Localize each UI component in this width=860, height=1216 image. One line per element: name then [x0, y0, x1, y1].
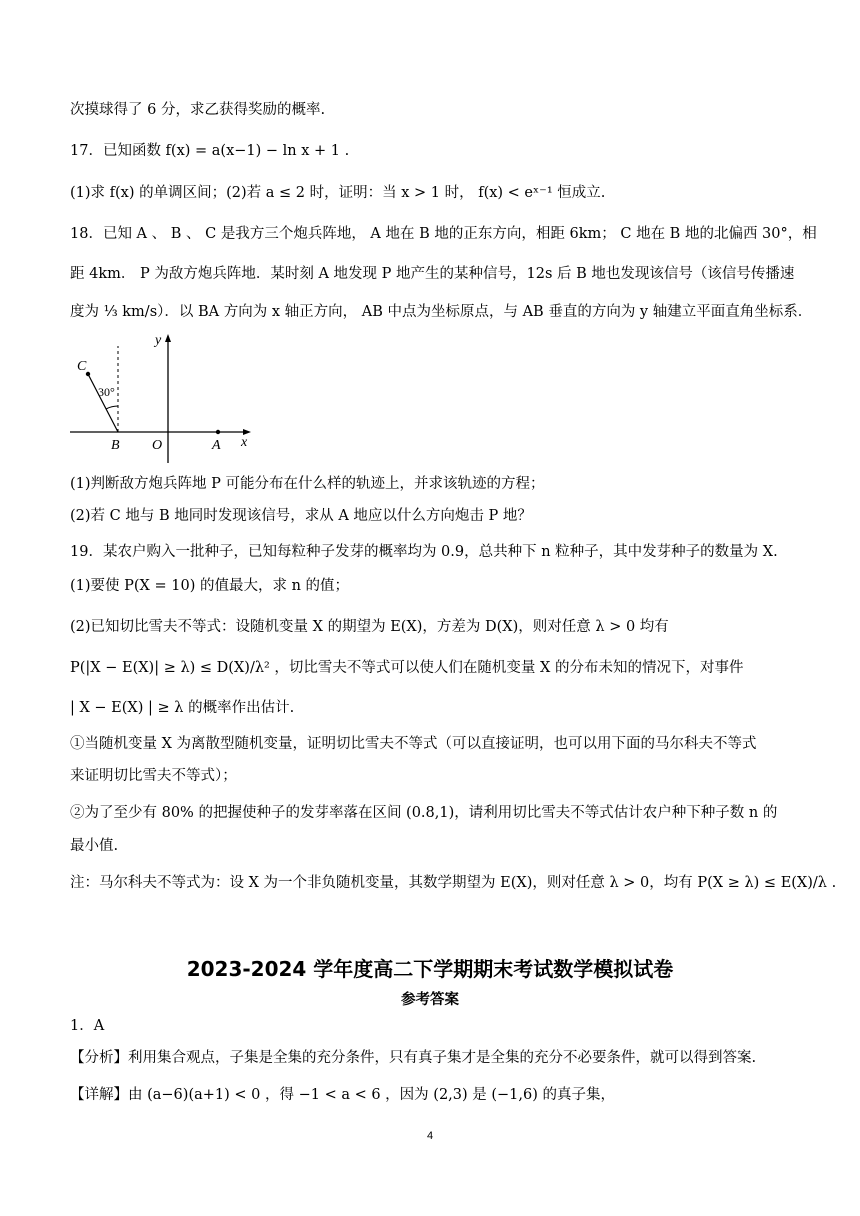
label-a: A — [212, 438, 221, 453]
label-y: y — [155, 333, 162, 348]
text-line: (1)要使 P(X = 10) 的值最大，求 n 的值； — [70, 578, 350, 594]
note-line: 注：马尔科夫不等式为：设 X 为一个非负随机变量，其数学期望为 E(X)，则对任意 λ > 0，均有 P(X ≥ λ) ≤ E(X)/λ . — [70, 875, 837, 891]
text-line: (2)已知切比雪夫不等式：设随机变量 X 的期望为 E(X)，方差为 D(X)，则对任意 λ > 0 均有 — [70, 619, 669, 635]
label-b: B — [111, 438, 120, 453]
text-line: 次摸球得了 6 分，求乙获得奖励的概率. — [70, 102, 326, 118]
text-line: 度为 ⅓ km/s）．以 BA 方向为 x 轴正方向， AB 中点为坐标原点，与 AB 垂直的方向为 y 轴建立平面直角坐标系． — [70, 304, 813, 320]
problem-18: 18．已知 A 、 B 、 C 是我方三个炮兵阵地， A 地在 B 地的正东方向，相距 6km； C 地在 B 地的北偏西 30°，相 — [70, 226, 817, 242]
page-number: 4 — [426, 1130, 434, 1142]
text-line: ①当随机变量 X 为离散型随机变量，证明切比雪夫不等式（可以直接证明，也可以用下面的马尔科夫不等式 — [70, 736, 757, 752]
text-line: (1)求 f(x) 的单调区间；(2)若 a ≤ 2 时，证明：当 x > 1 时， f(x) < eˣ⁻¹ 恒成立. — [70, 185, 606, 201]
analysis-line: 【分析】利用集合观点，子集是全集的充分条件，只有真子集才是全集的充分不必要条件，就可以得到答案. — [70, 1050, 757, 1066]
label-c: C — [77, 359, 87, 374]
text-line: (1)判断敌方炮兵阵地 P 可能分布在什么样的轨迹上，并求该轨迹的方程； — [70, 476, 545, 492]
text-line: 距 4km． P 为敌方炮兵阵地．某时刻 A 地发现 P 地产生的某种信号，12s 后 B 地也发现该信号（该信号传播速 — [70, 266, 795, 282]
answer-1: 1．A — [70, 1018, 105, 1034]
label-x: x — [241, 435, 248, 450]
answer-subtitle: 参考答案 — [401, 992, 459, 1008]
problem-17: 17．已知函数 f(x) = a(x−1) − ln x + 1 . — [70, 143, 350, 159]
detail-line: 【详解】由 (a−6)(a+1) < 0 ，得 −1 < a < 6 ，因为 (2,3) 是 (−1,6) 的真子集， — [70, 1087, 616, 1103]
text-line: ②为了至少有 80% 的把握使种子的发芽率落在区间 (0.8,1)，请利用切比雪夫不等式估计农户种下种子数 n 的 — [70, 805, 778, 821]
answer-title: 2023-2024 学年度高二下学期期末考试数学模拟试卷 — [186, 957, 674, 981]
text-line: 来证明切比雪夫不等式）； — [70, 768, 237, 784]
text-line: (2)若 C 地与 B 地同时发现该信号，求从 A 地应以什么方向炮击 P 地？ — [70, 508, 532, 524]
label-o: O — [152, 438, 163, 453]
label-angle: 30° — [98, 385, 115, 399]
text-line: P(|X − E(X)| ≥ λ) ≤ D(X)/λ² ，切比雪夫不等式可以使人们在随机变量 X 的分布未知的情况下，对事件 — [70, 660, 744, 676]
problem-19: 19．某农户购入一批种子，已知每粒种子发芽的概率均为 0.9，总共种下 n 粒种子，其中发芽种子的数量为 X. — [70, 544, 778, 560]
text-line: 最小值. — [70, 838, 119, 854]
text-line: | X − E(X) | ≥ λ 的概率作出估计. — [70, 700, 295, 716]
coordinate-figure — [65, 328, 260, 468]
